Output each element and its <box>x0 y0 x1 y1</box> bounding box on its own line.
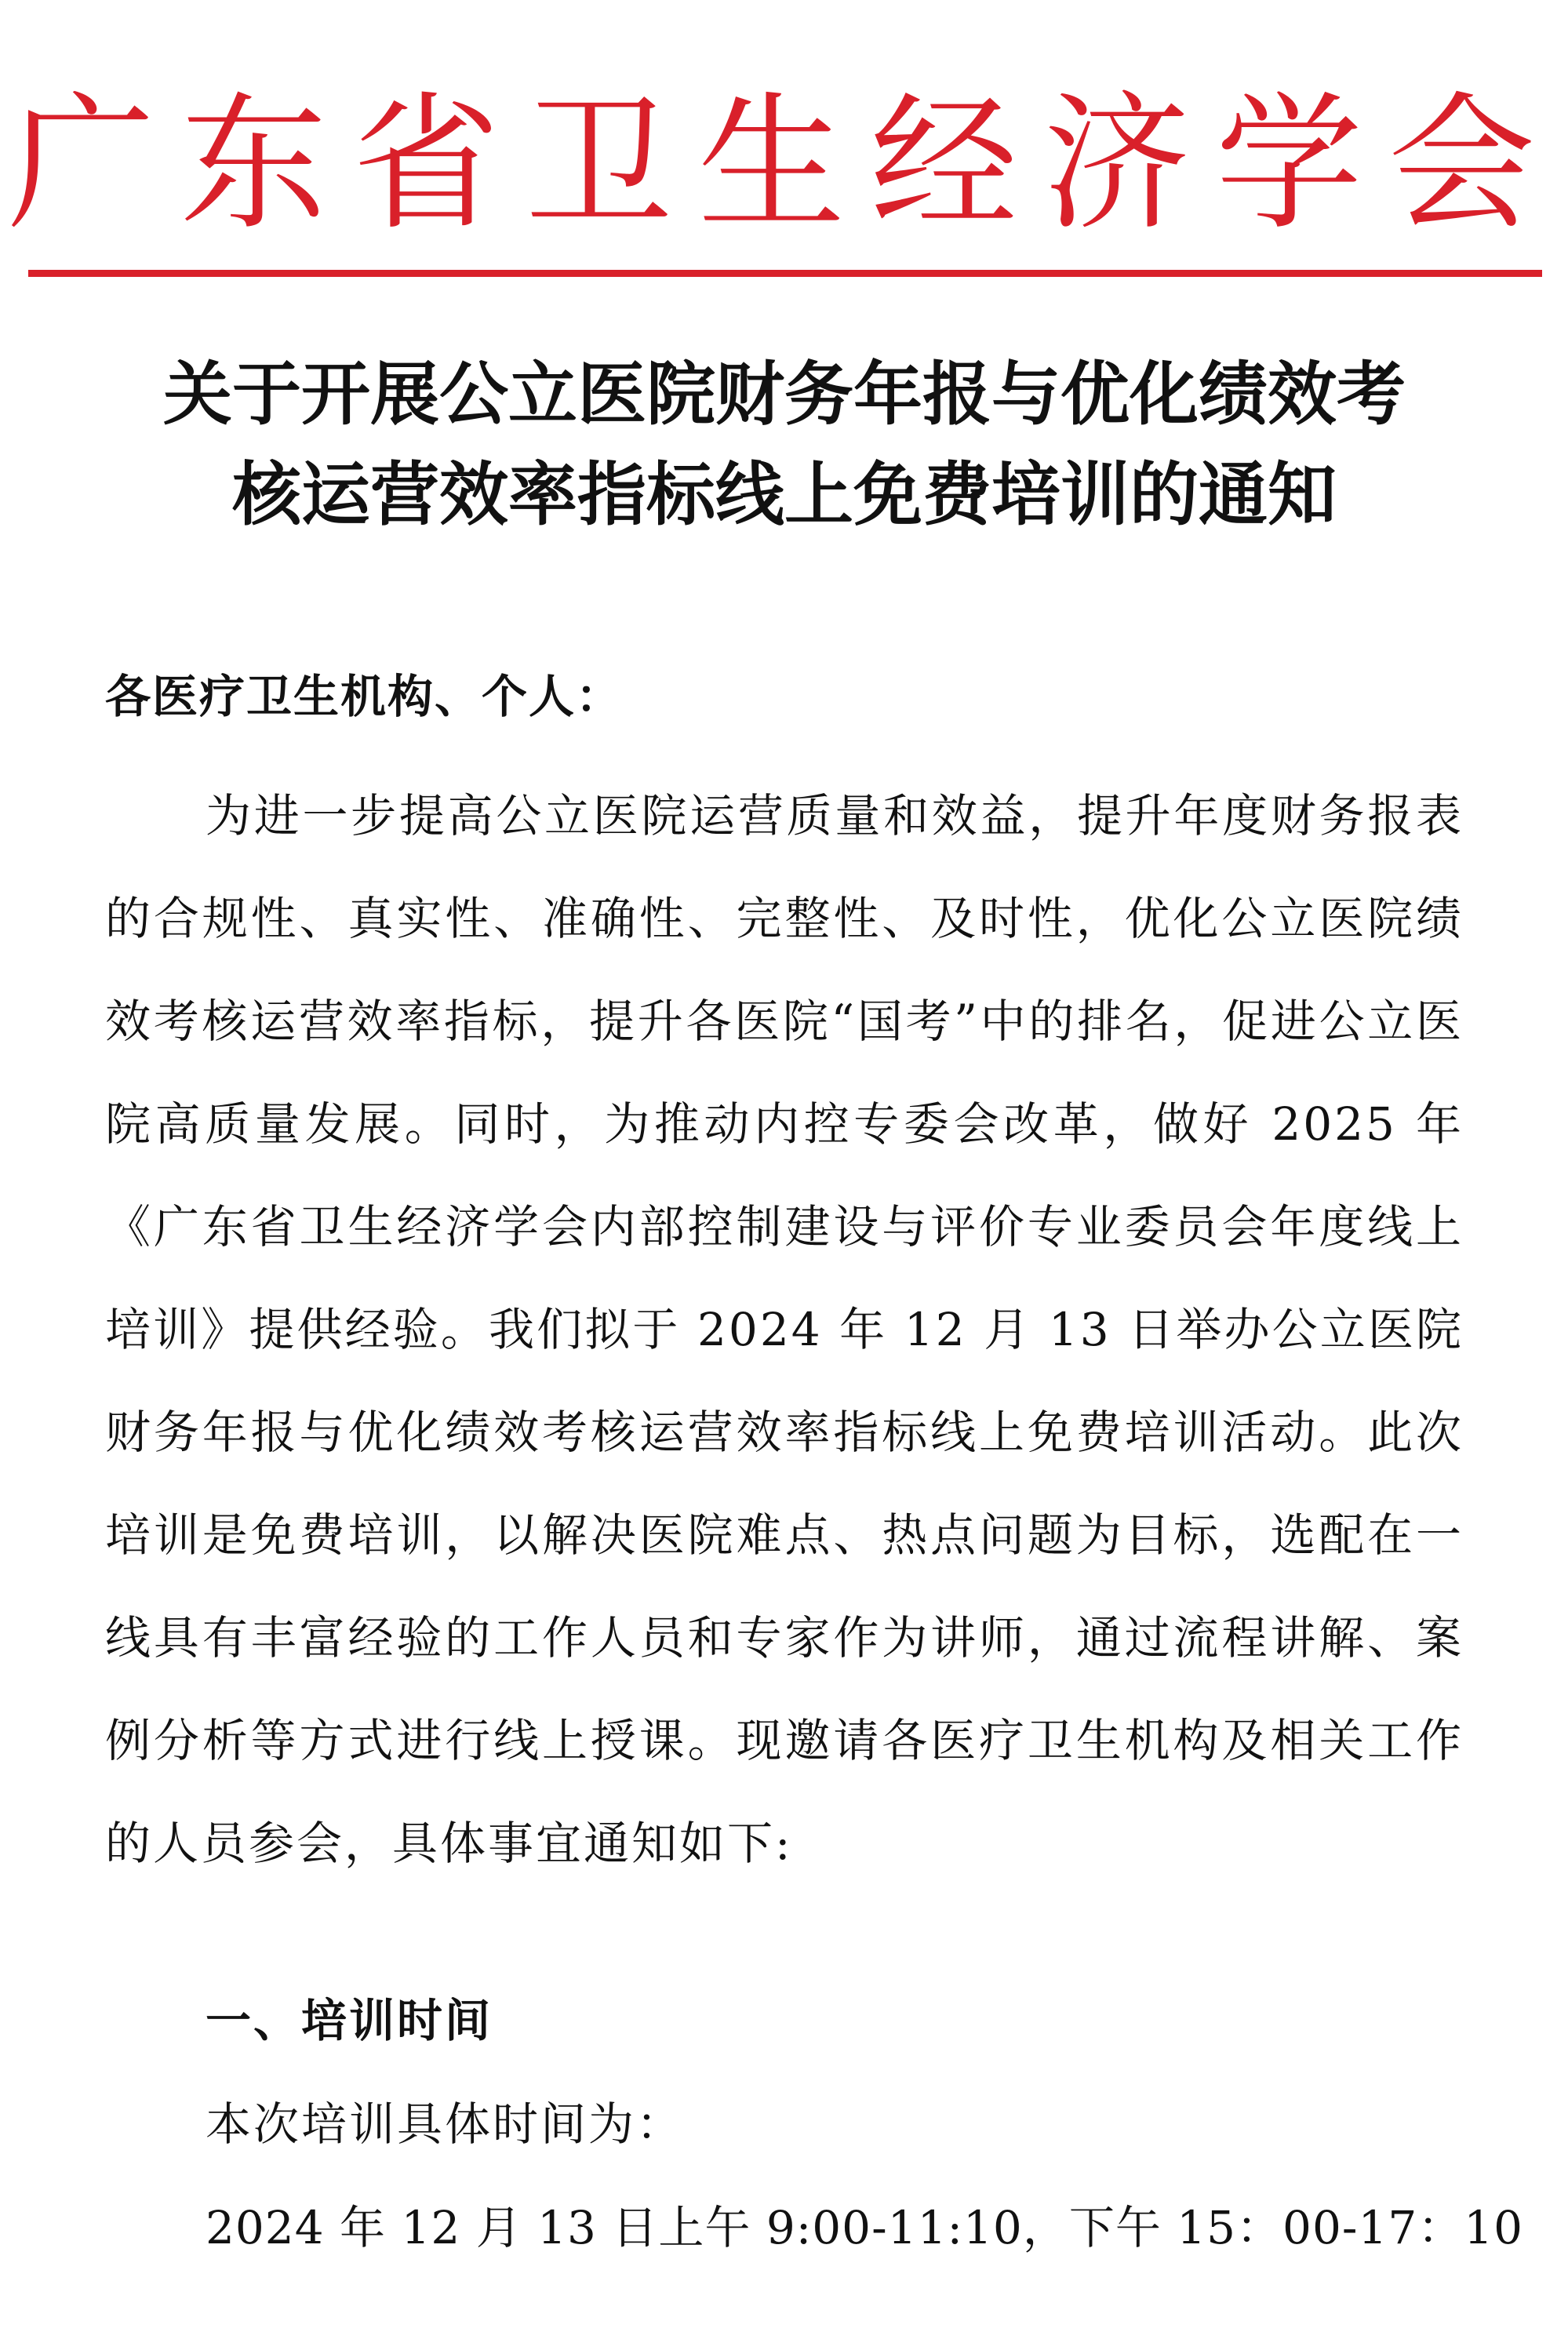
organization-header: 广东省卫生经济学会 <box>7 78 1561 250</box>
header-divider <box>28 270 1542 277</box>
document-title <box>78 344 1490 544</box>
body-paragraph: 为进一步提高公立医院运营质量和效益，提升年度财务报表的合规性、真实性、准确性、完整性、及时性，优化公立医院绩效考核运营效率指标，提升各医院“国考”中的排名，促进公立医院高质量发展。同时，为推动内控专委会改革，做好 2025 年《广东省卫生经济学会内部控制建设与评价专业委员会年度线上培训》提供经验。我们拟于 2024 年 12 月 13 日举办公立医院财务年报与优化绩效考核运营效率指标线上免费培训活动。此次培训是免费培训，以解决医院难点、热点问题为目标，选配在一线具有丰富经验的工作人员和专家作为讲师，通过流程讲解、案例分析等方式进行线上授课。现邀请各医疗卫生机构及相关工作的人员参会，具体事宜通知如下: <box>105 789 1464 1870</box>
training-time-intro: 本次培训具体时间为： <box>206 2097 685 2151</box>
title-line-2: 核运营效率指标线上免费培训的通知 <box>231 453 1337 535</box>
salutation: 各医疗卫生机构、个人： <box>105 670 624 723</box>
section-heading-training-time: 一、培训时间 <box>206 1994 493 2047</box>
training-time-detail: 2024 年 12 月 13 日上午 9:00-11:10，下午 15：00-17：10 <box>206 2201 1524 2254</box>
title-line-1: 关于开展公立医院财务年报与优化绩效考 <box>162 353 1406 435</box>
